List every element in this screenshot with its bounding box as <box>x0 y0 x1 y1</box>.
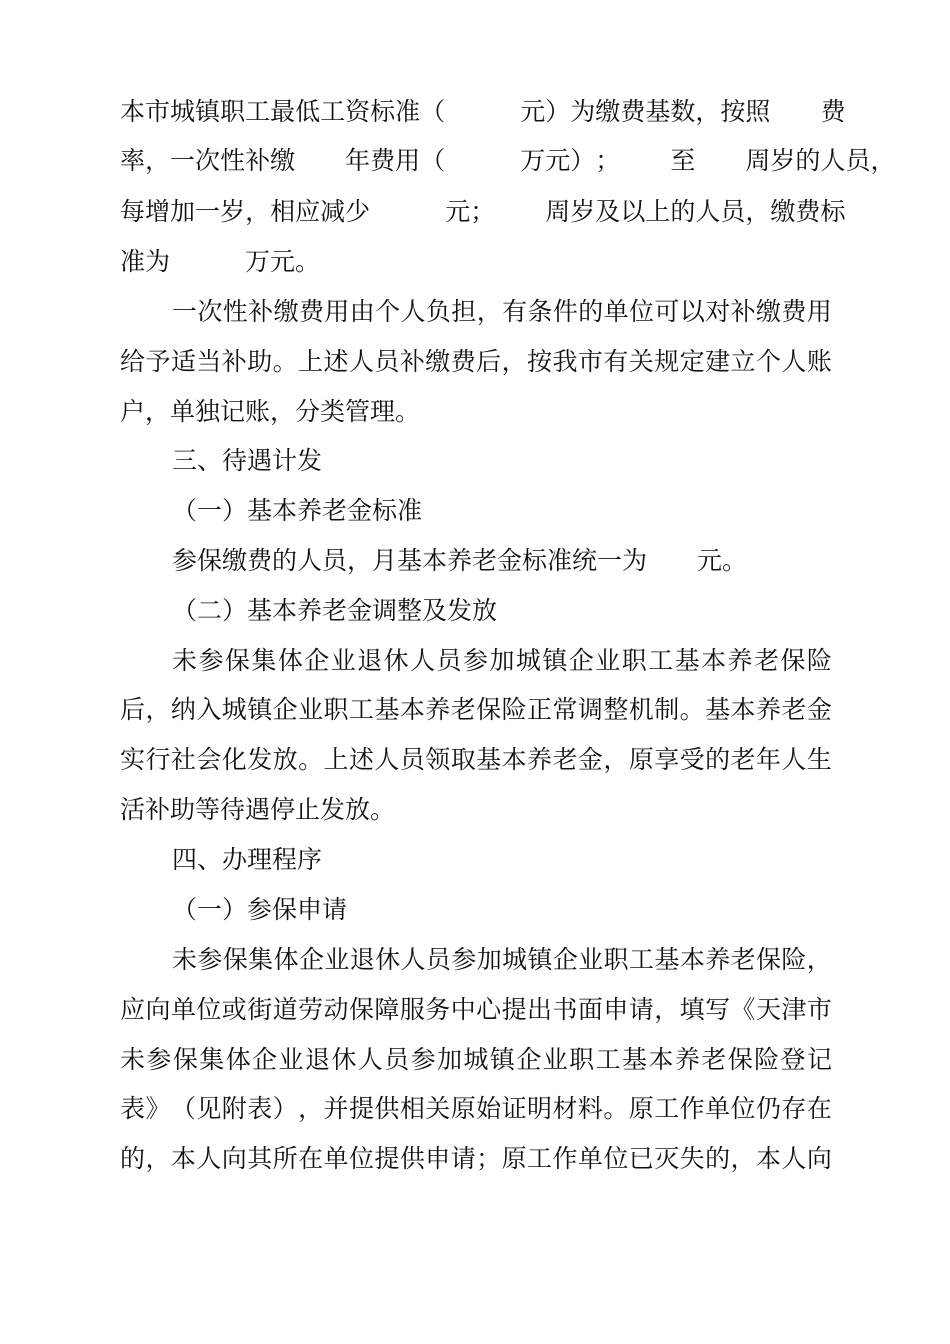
subheading-pension-adjustment: （二）基本养老金调整及发放 <box>172 596 498 625</box>
line-1: 本 市 城 镇 职 工 最 低 工 资 标 准 （ 元 ） 为 缴 费 基 数 ， 按 照 费 <box>120 97 846 126</box>
line-22: 的 ， 本 人 向 其 所 在 单 位 提 供 申 请 ； 原 工 作 单 位 已 灭 失 的 ， 本 人 向 <box>120 1144 832 1173</box>
line-14: 实 行 社 会 化 发 放 。 上 述 人 员 领 取 基 本 养 老 金 ， 原 享 受 的 老 年 人 生 <box>120 745 832 774</box>
section-heading-4: 四、办理程序 <box>172 845 323 874</box>
line-19: 应 向 单 位 或 街 道 劳 动 保 障 服 务 中 心 提 出 书 面 申 请 ， 填 写 《 天 津 市 <box>120 995 832 1024</box>
line-2: 率 ， 一 次 性 补 缴 年 费 用 （ 万 元 ） ； 至 周 岁 的 人 员 ， <box>120 146 896 175</box>
line-4: 准为 万元。 <box>120 247 321 276</box>
line-5: 一 次 性 补 缴 费 用 由 个 人 负 担 ， 有 条 件 的 单 位 可 以 对 补 缴 费 用 <box>172 297 832 326</box>
line-21: 表 》 （ 见 附 表 ） ， 并 提 供 相 关 原 始 证 明 材 料 。 原 工 作 单 位 仍 存 在 <box>120 1094 832 1123</box>
subheading-basic-pension-standard: （一）基本养老金标准 <box>172 496 423 525</box>
line-15: 活补助等待遇停止发放。 <box>120 795 396 824</box>
line-13: 后 ， 纳 入 城 镇 企 业 职 工 基 本 养 老 保 险 正 常 调 整 机 制 。 基 本 养 老 金 <box>120 695 832 724</box>
line-7: 户，单独记账，分类管理。 <box>120 397 421 426</box>
line-20: 未 参 保 集 体 企 业 退 休 人 员 参 加 城 镇 企 业 职 工 基 本 养 老 保 险 登 记 <box>120 1045 832 1074</box>
section-heading-3: 三、待遇计发 <box>172 446 323 475</box>
subheading-application: （一）参保申请 <box>172 895 348 924</box>
line-18: 未 参 保 集 体 企 业 退 休 人 员 参 加 城 镇 企 业 职 工 基 本 养 老 保 险 ， <box>172 945 832 974</box>
line-3: 每 增 加 一 岁 ， 相 应 减 少 元 ； 周 岁 及 以 上 的 人 员 ， 缴 费 标 <box>120 197 846 226</box>
line-12: 未 参 保 集 体 企 业 退 休 人 员 参 加 城 镇 企 业 职 工 基 本 养 老 保 险 <box>172 646 832 675</box>
line-6: 给 予 适 当 补 助 。 上 述 人 员 补 缴 费 后 ， 按 我 市 有 关 规 定 建 立 个 人 账 <box>120 347 832 376</box>
line-10: 参保缴费的人员，月基本养老金标准统一为 元。 <box>172 546 748 575</box>
